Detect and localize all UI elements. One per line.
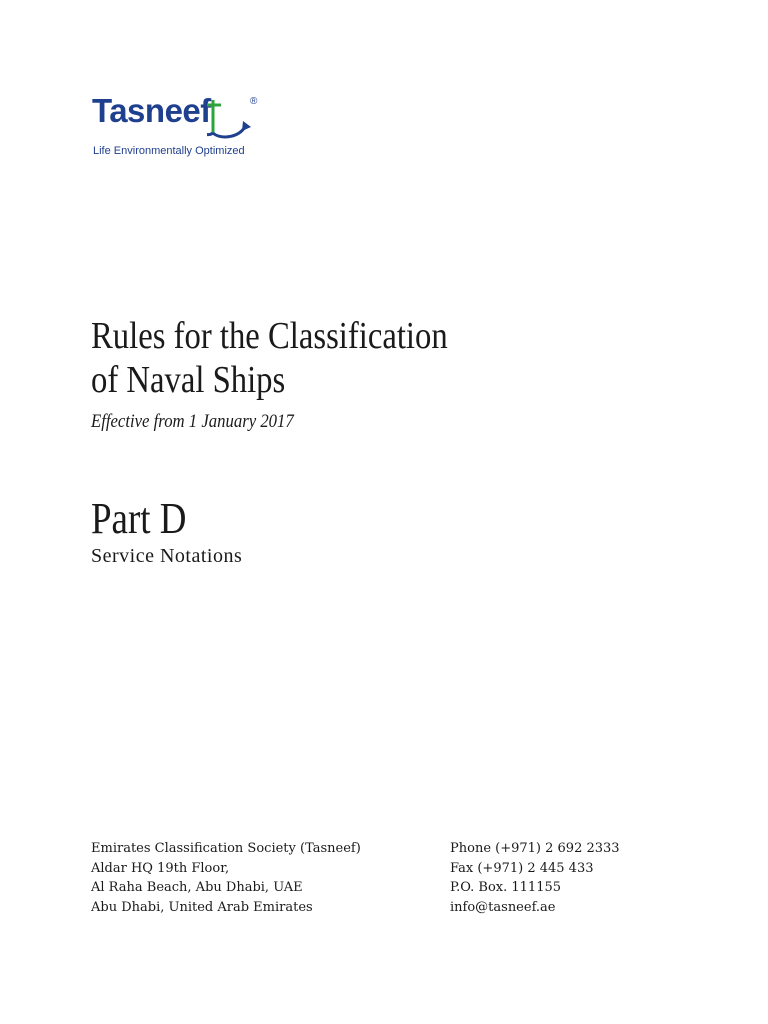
logo-wordmark: Tasneef	[92, 92, 211, 129]
address-line: Emirates Classification Society (Tasneef)	[91, 841, 361, 856]
title-line-2: of Naval Ships	[91, 359, 286, 401]
phone-number: Phone (+971) 2 692 2333	[450, 841, 620, 856]
email-address: info@tasneef.ae	[450, 899, 556, 915]
part-heading: Part D	[91, 494, 187, 543]
logo-tagline: Life Environmentally Optimized	[93, 145, 245, 157]
address-line: Al Raha Beach, Abu Dhabi, UAE	[91, 880, 303, 895]
fax-number: Fax (+971) 2 445 433	[450, 860, 594, 876]
address-block	[91, 839, 361, 917]
document-title	[91, 314, 448, 402]
po-box: P.O. Box. 111155	[450, 880, 562, 895]
registered-mark: ®	[250, 96, 258, 107]
title-line-1: Rules for the Classification	[91, 315, 448, 357]
address-line: Abu Dhabi, United Arab Emirates	[91, 899, 313, 915]
part-subtitle: Service Notations	[91, 545, 243, 567]
address-line: Aldar HQ 19th Floor,	[91, 860, 230, 876]
contact-details-block	[450, 839, 620, 917]
company-logo	[92, 93, 267, 159]
effective-date: Effective from 1 January 2017	[91, 411, 294, 432]
